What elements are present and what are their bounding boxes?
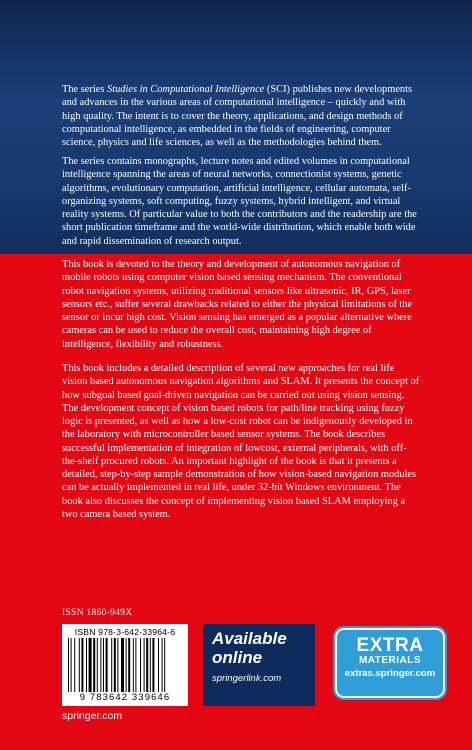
available-online-badge[interactable] (203, 624, 315, 706)
materials-text: MATERIALS (358, 655, 422, 666)
springerlink-site[interactable]: springerlink.com (212, 673, 282, 684)
barcode-bars (66, 638, 184, 692)
online-text: online (212, 648, 263, 667)
series-rest-text: (SCI) publishes new developments and advances in the various areas of computational intelligence – quickly and with high quality. The intent is to cover the theory, applications, and design methods of computational intelligence, as embedded in the fields of engineering, computer science, physics and life sciences, as well as the methodologies behind them. (62, 84, 413, 148)
series-name: Studies in Computational Intelligence (107, 84, 265, 95)
book-description-1: This book is devoted to the theory and development of autonomous navigation of mobile robots using computer vision based sensing mechanism. The conventional robot navigation systems, utilizing traditional sensors like ultrasonic, IR, GPS, laser sensors etc., suffer several drawbacks related to either the physical limitations of the sensor or incur high cost. Vision sensing has emerged as a popular alternative where cameras can be used to reduce the overall cost, maintaining high degree of intelligence, flexibility and robustness. (62, 259, 413, 350)
series-scope: The series contains monographs, lecture notes and edited volumes in computational intelligence spanning the areas of neural networks, connectionist systems, genetic algorithms, evolutionary computation, artificial intelligence, cellular automata, self-organizing systems, soft computing, fuzzy systems, hybrid intelligent, and virtual reality systems. Of particular value to both the contributors and the readership are the short publication timeframe and the world-wide distribution, which enable both wide and rapid dissemination of research output. (62, 156, 417, 247)
publisher-site[interactable]: springer.com (62, 710, 123, 722)
extra-text: EXTRA (356, 635, 424, 656)
book-description-2: This book includes a detailed description of several new approaches for real life vision based autonomous navigation algorithms and SLAM. It presents the concept of how subgoal based goal-driven navigation can be carried out using vision sensing. The development concept of vision based robots for path/line tracking using fuzzy logic is presented, as well as how a low-cost robot can be indigenously developed in the laboratory with microcontroller based sensor systems. The book describes successful implementation of integration of lowcost, external peripherals, with off-the-shelf procured robots. An important highlight of the book is that it presents a detailed, step-by-step sample demonstration of how vision-based navigation modules can be actually implemented in real life, under 32-bit Windows environment. The book also discusses the concept of implementing vision based SLAM employing a two camera based system. (62, 363, 420, 520)
issn-number: ISSN 1860-949X (62, 608, 133, 618)
series-description (62, 83, 422, 149)
isbn-barcode (62, 624, 188, 706)
isbn-label: ISBN 978-3-642-33964-6 (74, 627, 176, 637)
extras-site[interactable]: extras.springer.com (344, 668, 436, 679)
series-lead-text: The series (62, 84, 108, 95)
extra-materials-badge[interactable] (335, 628, 445, 698)
available-text: Available (212, 629, 287, 648)
barcode-digits: 9 783642 339646 (79, 692, 171, 703)
